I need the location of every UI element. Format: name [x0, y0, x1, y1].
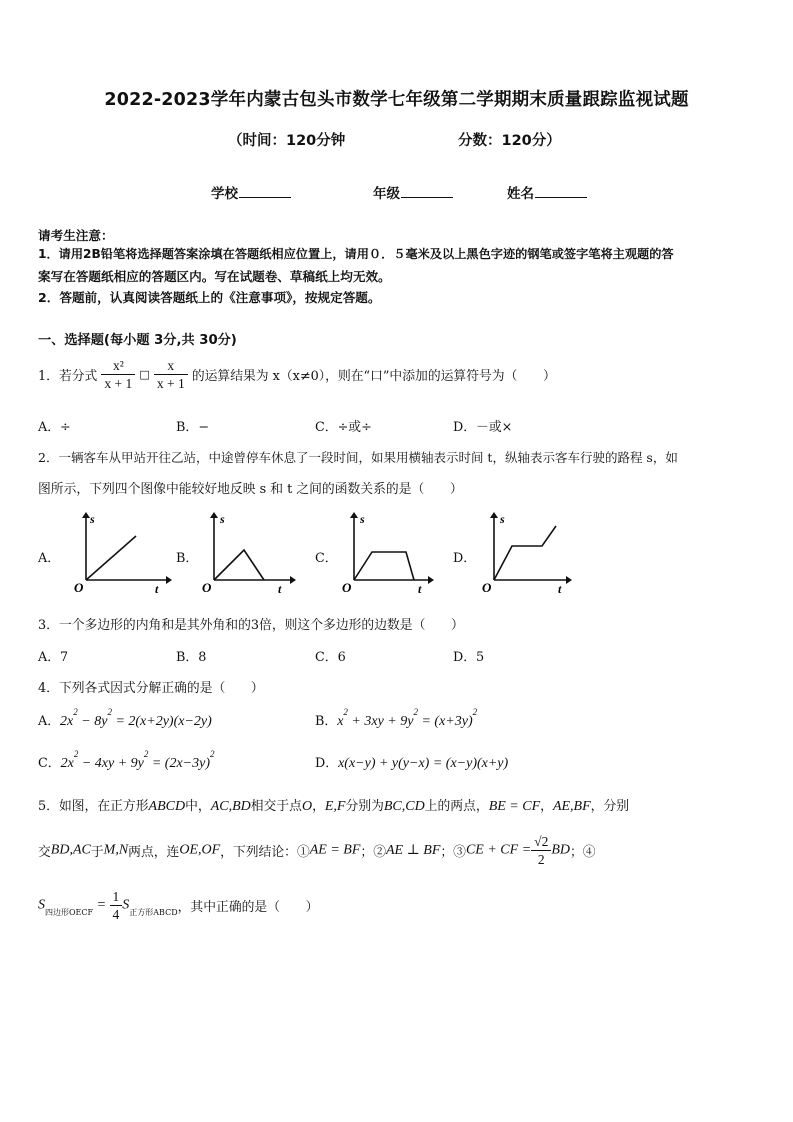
q3-option-b[interactable]: B．8	[176, 650, 207, 665]
q5-line-3: $S_{四边形OECF}$ = $\frac{1}{4}$ $S_{正方形ABCD}$，其中正确的是（ ）	[38, 889, 319, 922]
q4-option-a[interactable]: A．$2x^2 - 8y^2 = 2(x+2y)(x-2y)$	[38, 707, 212, 729]
q2-option-a[interactable]: A．	[38, 551, 61, 566]
notice-line-3: 2．答题前，认真阅读答题纸上的《注意事项》，按规定答题。	[38, 290, 381, 305]
q1-box: □	[139, 368, 150, 381]
q2-line-2: 图所示，下列四个图像中能较好地反映 s 和 t 之间的函数关系的是（ ）	[38, 482, 463, 497]
school-field[interactable]	[211, 182, 291, 202]
q2-graph-d	[470, 510, 580, 594]
q4-option-b[interactable]: B．$x^2 + 3xy + 9y^2 = (x+3y)^2$	[315, 707, 478, 729]
q1-suffix: 的运算结果为 x（x≠0），则在“口”中添加的运算符号为（ ）	[191, 369, 556, 384]
q1-prefix: 1．若分式	[38, 369, 98, 384]
q3-option-d[interactable]: D．5	[453, 650, 485, 665]
q3-option-c[interactable]: C．6	[315, 650, 346, 665]
q2-graph-a	[62, 510, 172, 594]
q4-option-d[interactable]: D．x(x−y) + y(y−x) = (x−y)(x+y)	[315, 756, 509, 771]
notice-line-1: 1．请用2B铅笔将选择题答案涂填在答题纸相应位置上，请用０．５毫米及以上黑色字迹的钢笔或签字笔将主观题的答	[38, 247, 674, 261]
axis-t-label: t	[558, 582, 562, 594]
axis-s-label: s	[360, 512, 365, 526]
q2-graph-c	[330, 510, 440, 594]
origin-label: O	[74, 580, 84, 594]
q2-option-d[interactable]: D．	[453, 551, 477, 566]
axis-s-label: s	[220, 512, 225, 526]
name-field[interactable]	[507, 182, 587, 202]
q2-option-c[interactable]: C．	[315, 551, 338, 566]
axis-s-label: s	[500, 512, 505, 526]
q4-option-c[interactable]: C．$2x^2 - 4xy + 9y^2 = (2x-3y)^2$	[38, 749, 215, 771]
page-title: 2022-2023学年内蒙古包头市数学七年级第二学期期末质量跟踪监视试题	[104, 90, 689, 110]
q2-line-1: 2．一辆客车从甲站开往乙站，中途曾停车休息了一段时间，如果用横轴表示时间 t，纵轴表示客车行驶的路程 s，如	[38, 450, 678, 465]
question-1	[38, 357, 556, 392]
grade-field[interactable]	[373, 182, 453, 202]
q1-fraction-1: $\frac{\text{x²}}{x + 1}$	[101, 357, 135, 392]
q1-option-d[interactable]: D．－或×	[453, 420, 513, 435]
origin-label: O	[342, 580, 352, 594]
axis-t-label: t	[418, 582, 422, 594]
grade-label: 年级	[373, 186, 400, 202]
school-label: 学校	[211, 186, 238, 202]
axis-t-label: t	[278, 582, 282, 594]
q3-option-a[interactable]: A．7	[38, 650, 69, 665]
q5-line-2: 交BD,AC于M,N两点，连OE,OF，下列结论：①AE = BF；②AE ⊥ BF；③CE + CF = $\frac{√2}{2}$ BD；④	[38, 834, 596, 867]
section-heading: 一、选择题(每小题 3分,共 30分)	[38, 333, 237, 348]
question-4: 4．下列各式因式分解正确的是（ ）	[38, 681, 264, 696]
q1-option-c[interactable]: C．÷或÷	[315, 420, 372, 435]
axis-t-label: t	[155, 582, 159, 594]
q1-option-a[interactable]: A．÷	[38, 420, 71, 435]
q1-option-b[interactable]: B．−	[176, 420, 209, 435]
q2-option-b[interactable]: B．	[176, 551, 199, 566]
question-3: 3．一个多边形的内角和是其外角和的3倍，则这个多边形的边数是（ ）	[38, 618, 464, 633]
name-label: 姓名	[507, 186, 534, 202]
q2-graph-b	[190, 510, 300, 594]
origin-label: O	[482, 580, 492, 594]
exam-time: （时间：120分钟	[228, 133, 346, 149]
notice-line-2: 案写在答题纸相应的答题区内。写在试题卷、草稿纸上均无效。	[38, 269, 391, 284]
q1-fraction-2: $\frac{x}{x + 1}$	[154, 357, 188, 392]
exam-score: 分数：120分）	[458, 133, 561, 149]
notice-heading: 请考生注意：	[38, 228, 114, 243]
origin-label: O	[202, 580, 212, 594]
q5-line-1: 5．如图，在正方形ABCD中，AC,BD相交于点O，E,F分别为BC,CD上的两点，BE = CF，AE,BF，分别	[38, 799, 630, 814]
axis-s-label: s	[90, 512, 95, 526]
